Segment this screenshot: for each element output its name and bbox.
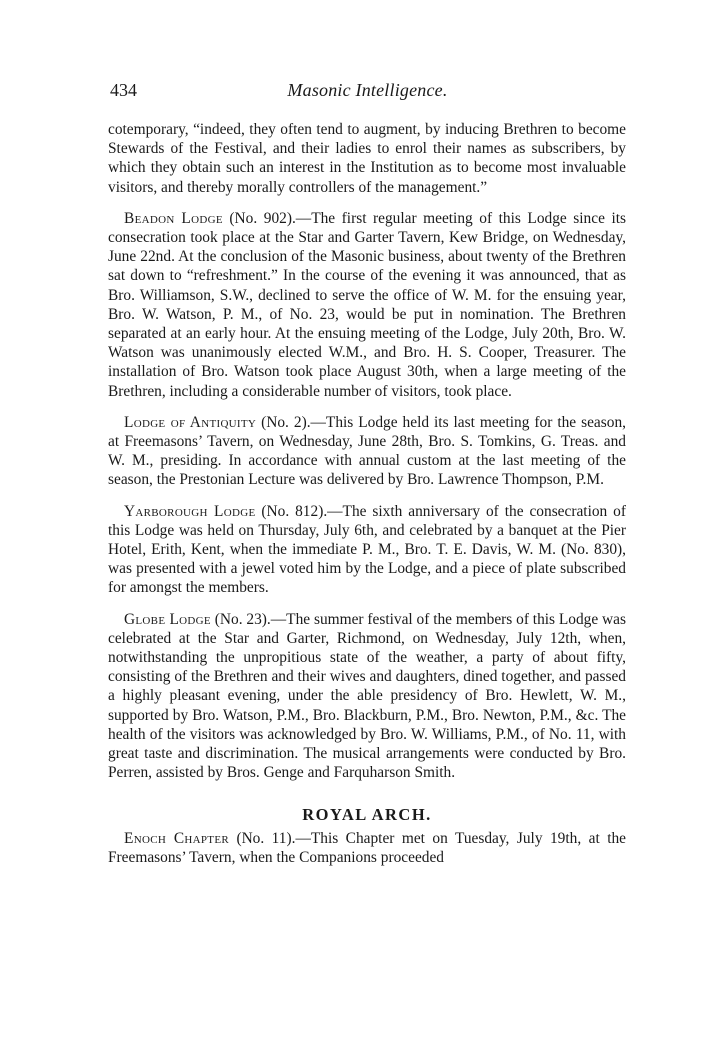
running-head: Masonic Intelligence. xyxy=(287,80,448,100)
chapter-name: Enoch Chapter xyxy=(124,829,229,847)
page-number: 434 xyxy=(110,80,137,100)
paragraph-globe-lodge xyxy=(108,610,626,783)
paragraph-lodge-of-antiquity xyxy=(108,413,626,490)
page-header xyxy=(110,80,625,106)
paragraph-enoch-chapter xyxy=(108,829,626,867)
page-body xyxy=(108,120,626,867)
lodge-name: Yarborough Lodge xyxy=(124,502,256,520)
paragraph-yarborough-lodge xyxy=(108,502,626,598)
section-title: ROYAL ARCH. xyxy=(302,804,432,824)
paragraph-text: (No. 23).—The summer festival of the members of this Lodge was celebrated at the Star and Garter, Richmond, on Wednesday, July 12th, when, notwithstanding the unpropitious state of the weather, a party of about fifty, consisting of the Brethren and their wives and daughters, dined together, and passed a highly pleasant evening, under the able presidency of Bro. Hewlett, W. M., supported by Bro. Watson, P.M., Bro. Blackburn, P.M., Bro. Newton, P.M., &c. The health of the visitors was acknowledged by Bro. W. Williams, P.M., of No. 11, with great taste and discrimination. The musical arrangements were conducted by Bro. Perren, assisted by Bros. Genge and Farquharson Smith. xyxy=(108,610,626,782)
paragraph-text: (No. 902).—The first regular meeting of this Lodge since its consecration took place at the Star and Garter Tavern, Kew Bridge, on Wednesday, June 22nd. At the conclusion of the Masonic business, about twenty of the Brethren sat down to “refreshment.” In the course of the evening it was announced, that as Bro. Williamson, S.W., declined to serve the office of W. M. for the ensuing year, Bro. W. Watson, P. M., of No. 23, would be put in nomination. The Brethren separated at an early hour. At the ensuing meeting of the Lodge, July 20th, Bro. W. Watson was unanimously elected W.M., and Bro. H. S. Cooper, Treasurer. The installation of Bro. Watson took place August 30th, when a large meeting of the Brethren, including a considerable number of visitors, took place. xyxy=(108,209,627,400)
paragraph-text: (No. 11).—This Chapter met on Tuesday, July 19th, at the Freemasons’ Tavern, when the Companions proceeded xyxy=(108,829,626,866)
lodge-name: Beadon Lodge xyxy=(124,209,223,227)
lodge-name: Globe Lodge xyxy=(124,610,211,628)
paragraph-continuation xyxy=(108,120,626,197)
lodge-name: Lodge of Antiquity xyxy=(124,413,257,431)
paragraph-text: cotemporary, “indeed, they often tend to augment, by inducing Brethren to become Stewards of the Festival, and their ladies to enrol their names as subscribers, by which they obtain such an interest in the Institution as to become most invaluable visitors, and thereby morally controllers of the management.” xyxy=(108,121,626,196)
paragraph-text: (No. 812).—The sixth anniversary of the consecration of this Lodge was held on Thursday, July 6th, and celebrated by a banquet at the Pier Hotel, Erith, Kent, when the immediate P. M., Bro. T. E. Davis, W. M. (No. 830), was presented with a jewel voted him by the Lodge, and a piece of plate subscribed for amongst the members. xyxy=(108,502,626,597)
paragraph-text: (No. 2).—This Lodge held its last meeting for the season, at Freemasons’ Tavern, on Wednesday, June 28th, Bro. S. Tomkins, G. Treas. and W. M., presiding. In accordance with annual custom at the last meeting of the season, the Prestonian Lecture was delivered by Bro. Lawrence Thompson, P.M. xyxy=(108,413,626,489)
paragraph-beadon-lodge xyxy=(108,209,626,401)
